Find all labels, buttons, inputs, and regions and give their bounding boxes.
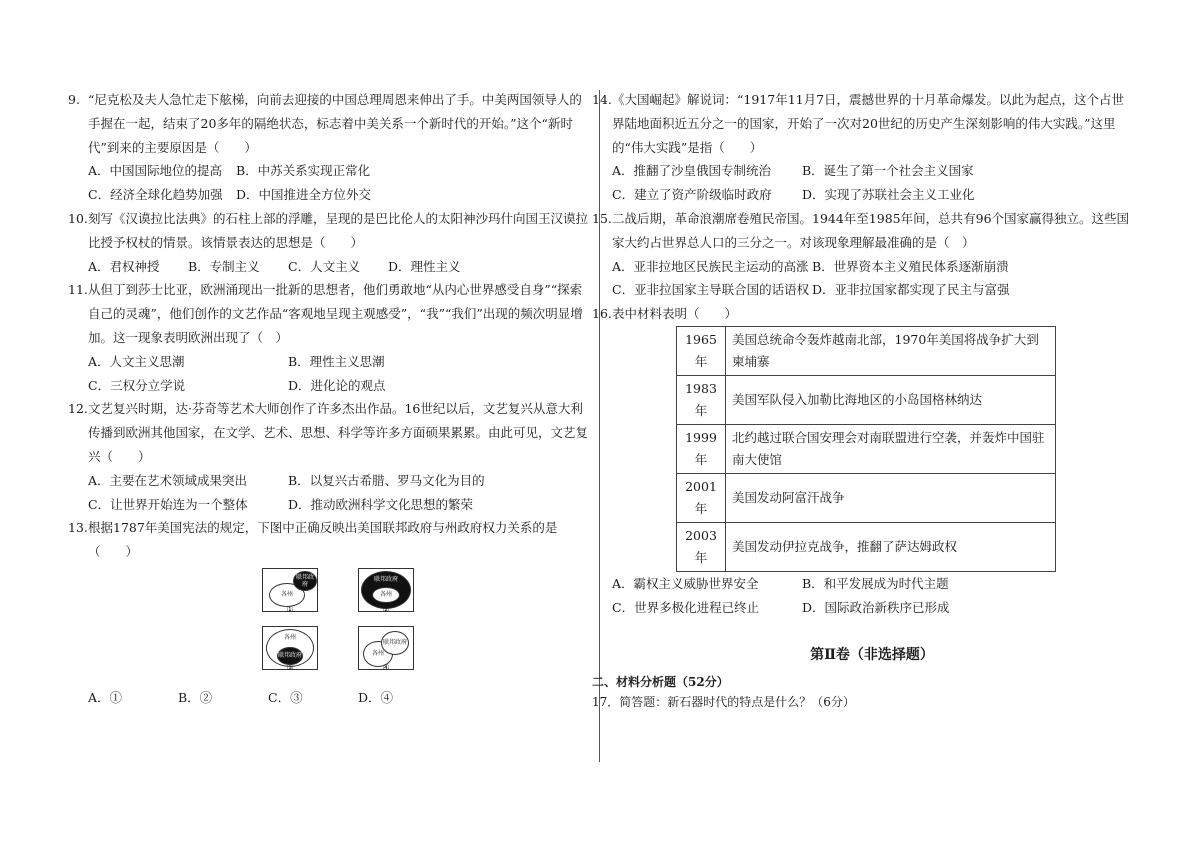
federal-state-diagrams <box>262 568 442 680</box>
option-a[interactable]: A．中国国际地位的提高 <box>88 163 223 179</box>
question-number: 15. <box>592 210 612 226</box>
year-cell: 1999年 <box>677 424 726 473</box>
diagram-4 <box>358 626 414 673</box>
option-a[interactable]: A．① <box>88 689 123 705</box>
question-14 <box>592 88 1132 207</box>
table-row <box>677 473 1056 522</box>
federal-ellipse: 联邦政府 <box>293 571 317 591</box>
question-11 <box>68 278 592 397</box>
question-17: 17．简答题：新石器时代的特点是什么？（6分） <box>592 694 855 709</box>
option-c[interactable]: C．亚非拉国家主导联合国的话语权 <box>612 282 810 298</box>
diagram-3 <box>262 626 318 673</box>
question-stem: “尼克松及夫人急忙走下舷梯，向前去迎接的中国总理周恩来伸出了手。中美两国领导人的手握在一起，结束了20多年的隔绝状态，标志着中美关系一个新时代的开始。”这个“新时代”到来的主要原因是（ ） <box>88 92 582 155</box>
question-15 <box>592 207 1132 302</box>
question-number: 13. <box>68 520 88 536</box>
option-b[interactable]: B．专制主义 <box>188 258 260 274</box>
option-b[interactable]: B．中苏关系实现正常化 <box>236 163 371 179</box>
diagram-caption: ③ <box>286 663 294 673</box>
year-cell: 1965年 <box>677 326 726 375</box>
question-number: 10. <box>68 210 88 226</box>
question-number: 9. <box>68 92 80 107</box>
option-b[interactable]: B．和平发展成为时代主题 <box>802 575 949 591</box>
option-c[interactable]: C．世界多极化进程已终止 <box>612 599 760 615</box>
table-row <box>677 522 1056 571</box>
states-ellipse: 各州 <box>266 629 314 667</box>
question-number: 11. <box>68 282 88 298</box>
question-stem: 根据1787年美国宪法的规定，下图中正确反映出美国联邦政府与州政府权力关系的是（ ） <box>88 520 558 560</box>
diagram-1 <box>262 568 318 615</box>
federal-ellipse: 联邦政府 <box>277 647 303 665</box>
table-row <box>677 326 1056 375</box>
option-d[interactable]: D．亚非拉国家都实现了民主与富强 <box>812 282 1010 298</box>
events-table <box>676 326 1056 572</box>
option-a[interactable]: A．霸权主义威胁世界安全 <box>612 575 759 591</box>
diagram-caption: ① <box>286 605 294 615</box>
option-d[interactable]: D．进化论的观点 <box>288 377 386 393</box>
question-10 <box>68 207 592 278</box>
option-a[interactable]: A．推翻了沙皇俄国专制统治 <box>612 163 772 179</box>
question-13 <box>68 516 592 709</box>
question-stem: 表中材料表明（ ） <box>612 306 738 322</box>
diagram-2 <box>358 568 414 615</box>
event-cell: 北约越过联合国安理会对南联盟进行空袭，并轰炸中国驻南大使馆 <box>726 424 1056 473</box>
diagram-caption: ④ <box>382 663 390 673</box>
right-column <box>592 88 1132 712</box>
event-cell: 美国发动伊拉克战争，推翻了萨达姆政权 <box>726 522 1056 571</box>
option-d[interactable]: D．国际政治新秩序已形成 <box>802 599 950 615</box>
option-a[interactable]: A．主要在艺术领域成果突出 <box>88 472 248 488</box>
event-cell: 美国总统命令轰炸越南北部，1970年美国将战争扩大到柬埔寨 <box>726 326 1056 375</box>
option-c[interactable]: C．③ <box>268 689 303 705</box>
option-b[interactable]: B．诞生了第一个社会主义国家 <box>802 163 974 179</box>
states-ellipse: 各州 <box>372 587 400 603</box>
option-d[interactable]: D．实现了苏联社会主义工业化 <box>802 187 975 203</box>
question-number: 14. <box>592 92 612 107</box>
option-b[interactable]: B．世界资本主义殖民体系逐渐崩溃 <box>812 258 1009 274</box>
option-a[interactable]: A．人文主义思潮 <box>88 353 185 369</box>
option-d[interactable]: D．中国推进全方位外交 <box>236 187 372 203</box>
option-b[interactable]: B．理性主义思潮 <box>288 353 385 369</box>
option-d[interactable]: D．理性主义 <box>388 258 461 274</box>
option-c[interactable]: C．让世界开始连为一个整体 <box>88 496 248 512</box>
column-divider <box>599 90 600 762</box>
states-ellipse: 各州 <box>363 641 393 667</box>
option-a[interactable]: A．君权神授 <box>88 258 160 274</box>
option-a[interactable]: A．亚非拉地区民族民主运动的高涨 <box>612 258 809 274</box>
event-cell: 美国发动阿富汗战争 <box>726 473 1056 522</box>
left-column <box>68 88 592 710</box>
question-9 <box>68 88 592 207</box>
section-title: 第Ⅱ卷（非选择题） <box>810 646 934 663</box>
table-row <box>677 424 1056 473</box>
question-16 <box>592 302 1132 619</box>
option-d[interactable]: D．推动欧洲科学文化思想的繁荣 <box>288 496 474 512</box>
option-c[interactable]: C．建立了资产阶级临时政府 <box>612 187 772 203</box>
part-heading: 二、材料分析题（52分） <box>592 674 729 689</box>
question-number: 16. <box>592 306 612 322</box>
question-12 <box>68 397 592 516</box>
option-b[interactable]: B．② <box>178 689 213 705</box>
question-stem: 《大国崛起》解说词：“1917年11月7日，震撼世界的十月革命爆发。以此为起点，这个占世界陆地面积近五分之一的国家，开始了一次对20世纪的历史产生深刻影响的伟大实践。”这里的“伟大实践”是指（ ） <box>612 92 1125 155</box>
question-stem: 二战后期，革命浪潮席卷殖民帝国。1944年至1985年间，总共有96个国家赢得独立。这些国家大约占世界总人口的三分之一。对该现象理解最准确的是（ ） <box>612 210 1130 250</box>
option-d[interactable]: D．④ <box>358 689 394 705</box>
federal-ellipse: 联邦政府 <box>361 571 411 609</box>
question-stem: 刻写《汉谟拉比法典》的石柱上部的浮雕，呈现的是巴比伦人的太阳神沙玛什向国王汉谟拉比授予权杖的情景。该情景表达的思想是（ ） <box>88 210 589 250</box>
event-cell: 美国军队侵入加勒比海地区的小岛国格林纳达 <box>726 375 1056 424</box>
option-c[interactable]: C．经济全球化趋势加强 <box>88 187 223 203</box>
year-cell: 2001年 <box>677 473 726 522</box>
question-stem: 文艺复兴时期，达·芬奇等艺术大师创作了许多杰出作品。16世纪以后，文艺复兴从意大利传播到欧洲其他国家，在文学、艺术、思想、科学等许多方面硕果累累。由此可见，文艺复兴（ ） <box>88 401 589 464</box>
diagram-caption: ② <box>382 605 390 615</box>
year-cell: 1983年 <box>677 375 726 424</box>
question-stem: 从但丁到莎士比亚，欧洲涌现出一批新的思想者，他们勇敢地“从内心世界感受自身”“探索自己的灵魂”，他们创作的文艺作品“客观地呈现主观感受”，“我”“我们”出现的频次明显增加。这一现象表明欧洲出现了（ ） <box>88 282 583 345</box>
option-b[interactable]: B．以复兴古希腊、罗马文化为目的 <box>288 472 485 488</box>
option-c[interactable]: C．人文主义 <box>288 258 361 274</box>
option-c[interactable]: C．三权分立学说 <box>88 377 186 393</box>
federal-ellipse: 联邦政府 <box>381 631 409 655</box>
year-cell: 2003年 <box>677 522 726 571</box>
question-number: 12. <box>68 401 88 417</box>
table-row <box>677 375 1056 424</box>
states-ellipse: 各州 <box>269 583 305 607</box>
